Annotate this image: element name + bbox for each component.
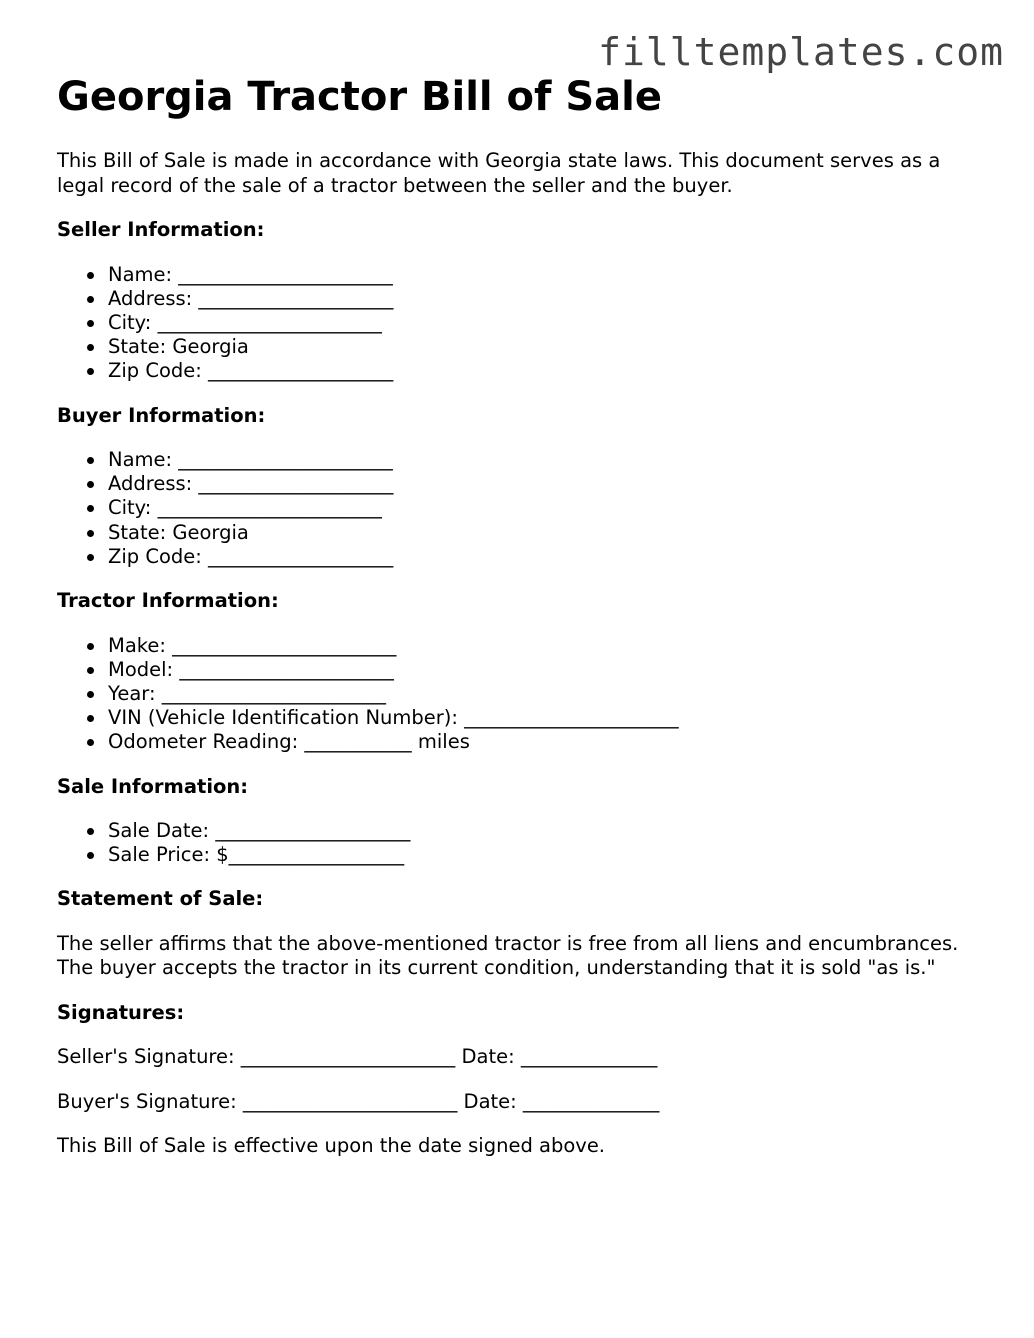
tractor-year-field[interactable]: Year: _______________________ xyxy=(108,682,987,706)
page-title: Georgia Tractor Bill of Sale xyxy=(57,74,662,120)
seller-signature-line[interactable]: Seller's Signature: ______________________ Date: ______________ xyxy=(57,1045,658,1069)
seller-city-field[interactable]: City: _______________________ xyxy=(108,311,987,335)
buyer-address-field[interactable]: Address: ____________________ xyxy=(108,472,987,496)
sale-list xyxy=(57,819,987,867)
seller-address-field[interactable]: Address: ____________________ xyxy=(108,287,987,311)
sale-date-field[interactable]: Sale Date: ____________________ xyxy=(108,819,987,843)
buyer-city-field[interactable]: City: _______________________ xyxy=(108,496,987,520)
seller-state-field: State: Georgia xyxy=(108,335,987,359)
tractor-heading: Tractor Information: xyxy=(57,589,279,613)
seller-list xyxy=(57,263,987,384)
tractor-odometer-field[interactable]: Odometer Reading: ___________ miles xyxy=(108,730,987,754)
seller-zip-field[interactable]: Zip Code: ___________________ xyxy=(108,359,987,383)
buyer-zip-field[interactable]: Zip Code: ___________________ xyxy=(108,545,987,569)
tractor-vin-field[interactable]: VIN (Vehicle Identification Number): ______________________ xyxy=(108,706,987,730)
buyer-list xyxy=(57,448,987,569)
intro-paragraph: This Bill of Sale is made in accordance with Georgia state laws. This document serves as a legal record of the sale of a tractor between the seller and the buyer. xyxy=(57,149,941,197)
sale-heading: Sale Information: xyxy=(57,774,249,798)
sale-price-field[interactable]: Sale Price: $__________________ xyxy=(108,843,987,867)
buyer-signature-line[interactable]: Buyer's Signature: ______________________ Date: ______________ xyxy=(57,1089,660,1113)
signatures-heading: Signatures: xyxy=(57,1000,185,1024)
tractor-make-field[interactable]: Make: _______________________ xyxy=(108,634,987,658)
buyer-name-field[interactable]: Name: ______________________ xyxy=(108,448,987,472)
buyer-state-field: State: Georgia xyxy=(108,521,987,545)
document-body xyxy=(57,72,987,1159)
statement-paragraph: The seller affirms that the above-mentioned tractor is free from all liens and encumbrances. The buyer accepts the tractor in its current condition, understanding that it is sold "as is." xyxy=(57,931,959,980)
footer-note: This Bill of Sale is effective upon the date signed above. xyxy=(57,1134,606,1158)
watermark: filltemplates.com xyxy=(598,30,1004,74)
tractor-model-field[interactable]: Model: ______________________ xyxy=(108,658,987,682)
seller-name-field[interactable]: Name: ______________________ xyxy=(108,263,987,287)
seller-heading: Seller Information: xyxy=(57,218,265,241)
buyer-heading: Buyer Information: xyxy=(57,403,266,427)
statement-heading: Statement of Sale: xyxy=(57,887,264,911)
tractor-list xyxy=(57,634,987,755)
